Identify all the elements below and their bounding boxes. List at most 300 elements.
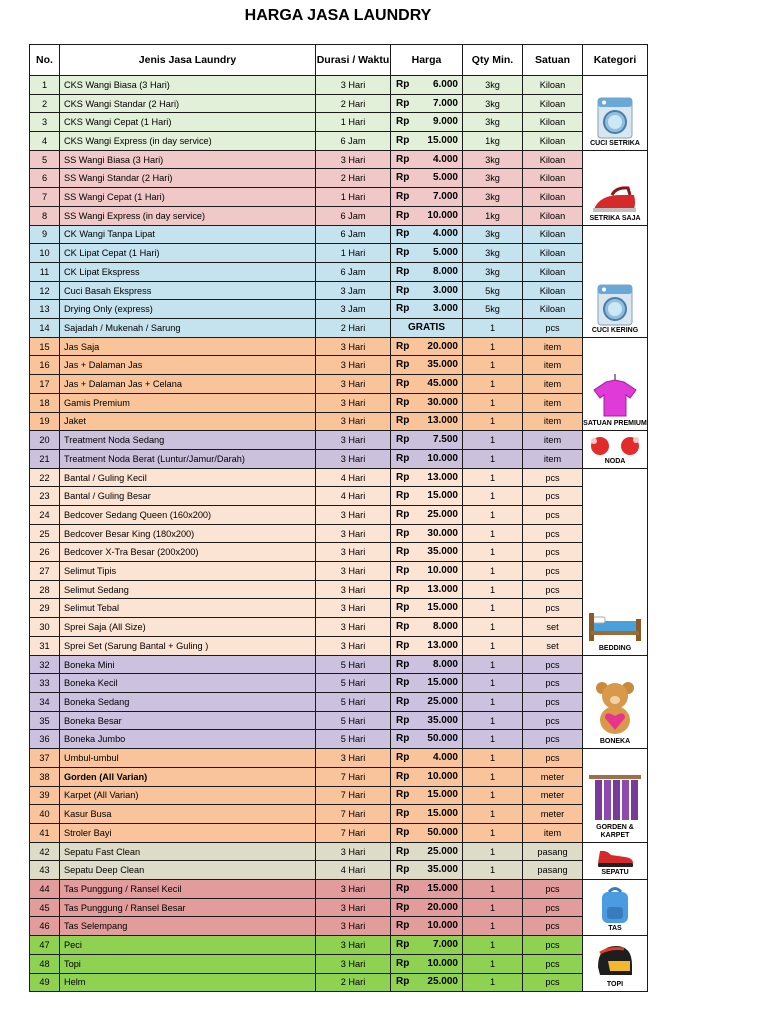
row-satuan: Kiloan: [523, 300, 583, 319]
row-satuan: pcs: [523, 562, 583, 581]
currency-label: Rp: [396, 714, 410, 726]
row-jenis: Selimut Sedang: [60, 580, 316, 599]
price-value: 50.000: [427, 826, 458, 838]
price-table: [29, 44, 648, 992]
row-durasi: 4 Hari: [316, 487, 391, 506]
row-qty: 1kg: [463, 206, 523, 225]
table-row: [30, 880, 648, 899]
row-harga: [391, 618, 463, 637]
table-row: [30, 468, 648, 487]
row-qty: 1: [463, 487, 523, 506]
row-durasi: 3 Hari: [316, 562, 391, 581]
row-jenis: CKS Wangi Biasa (3 Hari): [60, 76, 316, 95]
category-label: SETRIKA SAJA: [589, 214, 641, 222]
row-harga: [391, 94, 463, 113]
category-label: CUCI SETRIKA: [590, 139, 640, 147]
row-durasi: 3 Hari: [316, 880, 391, 899]
row-qty: 3kg: [463, 94, 523, 113]
row-durasi: 6 Jam: [316, 262, 391, 281]
price-value: 25.000: [427, 508, 458, 520]
price-value: 20.000: [427, 340, 458, 352]
row-harga: [391, 917, 463, 936]
row-satuan: Kiloan: [523, 76, 583, 95]
currency-label: Rp: [396, 396, 410, 408]
row-no: 29: [30, 599, 60, 618]
row-harga: [391, 113, 463, 132]
price-value: 25.000: [427, 976, 458, 988]
price-value: 5.000: [432, 247, 458, 259]
row-harga: [391, 767, 463, 786]
table-row: [30, 262, 648, 281]
price-value: 6.000: [432, 78, 458, 90]
table-row: [30, 281, 648, 300]
row-no: 15: [30, 337, 60, 356]
table-row: [30, 749, 648, 768]
row-jenis: Boneka Besar: [60, 711, 316, 730]
row-harga: [391, 898, 463, 917]
currency-label: Rp: [396, 752, 410, 764]
row-satuan: item: [523, 356, 583, 375]
row-no: 8: [30, 206, 60, 225]
row-no: 22: [30, 468, 60, 487]
row-no: 16: [30, 356, 60, 375]
price-value: 15.000: [427, 134, 458, 146]
row-no: 28: [30, 580, 60, 599]
table-row: [30, 244, 648, 263]
category-label: CUCI KERING: [591, 326, 639, 334]
helmet-icon: [594, 943, 636, 981]
table-row: [30, 524, 648, 543]
row-qty: 1: [463, 954, 523, 973]
washing-machine-icon: [595, 283, 635, 327]
row-qty: 1: [463, 449, 523, 468]
row-satuan: Kiloan: [523, 206, 583, 225]
curtain-icon: [587, 772, 643, 824]
category-cell: [583, 76, 648, 151]
table-row: [30, 693, 648, 712]
row-jenis: CK Lipat Cepat (1 Hari): [60, 244, 316, 263]
price-value: 45.000: [427, 378, 458, 389]
row-satuan: item: [523, 449, 583, 468]
category-cell: [583, 337, 648, 431]
row-qty: 3kg: [463, 150, 523, 169]
row-satuan: Kiloan: [523, 169, 583, 188]
category-label: SEPATU: [601, 869, 629, 877]
row-durasi: 3 Hari: [316, 954, 391, 973]
table-row: [30, 562, 648, 581]
row-satuan: Kiloan: [523, 225, 583, 244]
row-harga: [391, 487, 463, 506]
price-value: 30.000: [427, 396, 458, 408]
row-durasi: 3 Hari: [316, 76, 391, 95]
row-harga: [391, 300, 463, 319]
row-satuan: item: [523, 393, 583, 412]
currency-label: Rp: [396, 490, 410, 502]
row-qty: 3kg: [463, 225, 523, 244]
currency-label: Rp: [396, 939, 410, 950]
row-qty: 1: [463, 823, 523, 842]
row-no: 13: [30, 300, 60, 319]
table-row: [30, 487, 648, 506]
currency-label: Rp: [396, 677, 410, 689]
currency-label: Rp: [396, 434, 410, 446]
row-qty: 1: [463, 319, 523, 338]
row-qty: 1: [463, 861, 523, 880]
row-harga: [391, 842, 463, 861]
row-qty: 1: [463, 786, 523, 805]
table-row: [30, 94, 648, 113]
row-satuan: meter: [523, 805, 583, 824]
row-jenis: CK Lipat Ekspress: [60, 262, 316, 281]
table-row: [30, 805, 648, 824]
price-value: 4.000: [432, 153, 458, 165]
category-label: SATUAN PREMIUM: [583, 420, 647, 428]
row-jenis: Tas Punggung / Ransel Besar: [60, 898, 316, 917]
row-jenis: Boneka Jumbo: [60, 730, 316, 749]
row-no: 43: [30, 861, 60, 880]
header-durasi: Durasi / Waktu: [316, 45, 391, 76]
currency-label: Rp: [396, 153, 410, 165]
row-jenis: Sprei Set (Sarung Bantal + Guling ): [60, 636, 316, 655]
row-no: 20: [30, 431, 60, 450]
row-satuan: pcs: [523, 749, 583, 768]
price-value: 10.000: [427, 209, 458, 221]
row-no: 30: [30, 618, 60, 637]
row-satuan: item: [523, 431, 583, 450]
row-no: 21: [30, 449, 60, 468]
table-row: [30, 132, 648, 151]
table-row: [30, 169, 648, 188]
currency-label: Rp: [396, 583, 410, 595]
row-satuan: pcs: [523, 693, 583, 712]
row-qty: 1: [463, 917, 523, 936]
row-no: 10: [30, 244, 60, 263]
price-value: 10.000: [427, 920, 458, 932]
row-durasi: 6 Jam: [316, 132, 391, 151]
row-qty: 1: [463, 393, 523, 412]
row-no: 25: [30, 524, 60, 543]
table-row: [30, 898, 648, 917]
row-harga: [391, 636, 463, 655]
table-row: [30, 393, 648, 412]
row-harga: [391, 375, 463, 394]
row-harga: [391, 674, 463, 693]
row-harga: [391, 693, 463, 712]
row-satuan: Kiloan: [523, 132, 583, 151]
row-durasi: 3 Hari: [316, 936, 391, 955]
header-qty: Qty Min.: [463, 45, 523, 76]
row-qty: 1: [463, 693, 523, 712]
currency-label: Rp: [396, 116, 410, 128]
row-qty: 1: [463, 468, 523, 487]
row-harga: [391, 337, 463, 356]
row-harga: [391, 730, 463, 749]
row-harga: [391, 449, 463, 468]
row-harga: [391, 262, 463, 281]
row-harga: [391, 655, 463, 674]
currency-label: Rp: [396, 340, 410, 352]
table-row: [30, 618, 648, 637]
table-row: [30, 449, 648, 468]
row-harga: [391, 562, 463, 581]
row-qty: 1: [463, 730, 523, 749]
row-qty: 1: [463, 506, 523, 525]
row-no: 24: [30, 506, 60, 525]
currency-label: Rp: [396, 378, 410, 389]
row-jenis: CKS Wangi Cepat (1 Hari): [60, 113, 316, 132]
table-row: [30, 319, 648, 338]
row-harga: [391, 973, 463, 992]
row-harga: [391, 188, 463, 207]
currency-label: Rp: [396, 508, 410, 520]
row-satuan: item: [523, 412, 583, 431]
price-value: 7.000: [432, 97, 458, 109]
table-row: [30, 636, 648, 655]
row-harga: [391, 711, 463, 730]
category-cell: [583, 225, 648, 337]
row-harga: [391, 580, 463, 599]
row-harga: [391, 150, 463, 169]
row-durasi: 3 Hari: [316, 543, 391, 562]
price-value: 13.000: [427, 639, 458, 651]
row-no: 1: [30, 76, 60, 95]
row-jenis: Gorden (All Varian): [60, 767, 316, 786]
row-durasi: 3 Hari: [316, 524, 391, 543]
row-harga: [391, 132, 463, 151]
row-jenis: SS Wangi Express (in day service): [60, 206, 316, 225]
row-harga: [391, 749, 463, 768]
table-row: [30, 936, 648, 955]
category-cell: [583, 880, 648, 936]
row-qty: 1: [463, 636, 523, 655]
row-satuan: pasang: [523, 861, 583, 880]
row-satuan: pcs: [523, 580, 583, 599]
row-jenis: CKS Wangi Express (in day service): [60, 132, 316, 151]
row-no: 19: [30, 412, 60, 431]
header-kategori: Kategori: [583, 45, 648, 76]
row-qty: 1: [463, 880, 523, 899]
row-harga: [391, 880, 463, 899]
header-harga: Harga: [391, 45, 463, 76]
row-jenis: CK Wangi Tanpa Lipat: [60, 225, 316, 244]
price-value: 5.000: [432, 172, 458, 184]
currency-label: Rp: [396, 265, 410, 277]
row-satuan: pcs: [523, 936, 583, 955]
row-jenis: Bantal / Guling Besar: [60, 487, 316, 506]
row-jenis: Tas Punggung / Ransel Kecil: [60, 880, 316, 899]
row-jenis: Selimut Tipis: [60, 562, 316, 581]
price-value: 15.000: [427, 789, 458, 801]
table-row: [30, 599, 648, 618]
row-satuan: item: [523, 375, 583, 394]
row-durasi: 1 Hari: [316, 188, 391, 207]
price-value: 20.000: [427, 901, 458, 913]
price-value: 35.000: [427, 359, 458, 371]
row-harga: [391, 412, 463, 431]
currency-label: Rp: [396, 172, 410, 184]
row-satuan: pcs: [523, 973, 583, 992]
price-value: 35.000: [427, 714, 458, 726]
row-harga: [391, 861, 463, 880]
category-label: TOPI: [606, 981, 624, 989]
table-row: [30, 225, 648, 244]
category-cell: [583, 431, 648, 468]
row-satuan: item: [523, 337, 583, 356]
row-satuan: Kiloan: [523, 262, 583, 281]
row-durasi: 1 Hari: [316, 244, 391, 263]
row-no: 37: [30, 749, 60, 768]
row-durasi: 5 Hari: [316, 693, 391, 712]
table-row: [30, 786, 648, 805]
row-durasi: 3 Jam: [316, 281, 391, 300]
row-satuan: pcs: [523, 506, 583, 525]
price-value: 8.000: [432, 658, 458, 670]
price-value: 30.000: [427, 527, 458, 539]
price-value: 10.000: [427, 770, 458, 782]
row-no: 45: [30, 898, 60, 917]
row-satuan: meter: [523, 786, 583, 805]
row-durasi: 3 Jam: [316, 300, 391, 319]
row-harga: [391, 805, 463, 824]
currency-label: Rp: [396, 808, 410, 820]
row-no: 5: [30, 150, 60, 169]
washing-machine-icon: [595, 96, 635, 140]
row-durasi: 2 Hari: [316, 169, 391, 188]
row-jenis: Bedcover Besar King (180x200): [60, 524, 316, 543]
row-durasi: 4 Hari: [316, 468, 391, 487]
row-durasi: 3 Hari: [316, 506, 391, 525]
shirt-icon: [592, 372, 638, 420]
row-no: 48: [30, 954, 60, 973]
row-satuan: pcs: [523, 487, 583, 506]
teddy-bear-icon: [590, 678, 640, 738]
row-jenis: Helm: [60, 973, 316, 992]
row-jenis: Jas Saja: [60, 337, 316, 356]
row-no: 23: [30, 487, 60, 506]
row-durasi: 3 Hari: [316, 449, 391, 468]
currency-label: Rp: [396, 845, 410, 857]
row-jenis: Sepatu Fast Clean: [60, 842, 316, 861]
row-satuan: pcs: [523, 674, 583, 693]
row-durasi: 5 Hari: [316, 655, 391, 674]
row-durasi: 5 Hari: [316, 674, 391, 693]
row-durasi: 3 Hari: [316, 636, 391, 655]
currency-label: Rp: [396, 134, 410, 146]
category-cell: [583, 936, 648, 992]
row-qty: 1: [463, 767, 523, 786]
row-jenis: Bedcover X-Tra Besar (200x200): [60, 543, 316, 562]
category-cell: [583, 655, 648, 749]
price-value: 13.000: [427, 471, 458, 483]
table-row: [30, 655, 648, 674]
currency-label: Rp: [396, 228, 410, 240]
row-harga: [391, 543, 463, 562]
category-cell: [583, 150, 648, 225]
category-label: BEDDING: [598, 644, 632, 652]
row-harga: [391, 319, 463, 338]
row-harga: [391, 169, 463, 188]
row-satuan: Kiloan: [523, 244, 583, 263]
currency-label: Rp: [396, 864, 410, 876]
row-no: 32: [30, 655, 60, 674]
row-durasi: 3 Hari: [316, 393, 391, 412]
currency-label: Rp: [396, 920, 410, 932]
currency-label: Rp: [396, 901, 410, 913]
row-satuan: pcs: [523, 917, 583, 936]
currency-label: Rp: [396, 191, 410, 203]
row-no: 3: [30, 113, 60, 132]
row-satuan: pcs: [523, 898, 583, 917]
price-value: 35.000: [427, 864, 458, 876]
row-qty: 1: [463, 618, 523, 637]
table-row: [30, 337, 648, 356]
row-jenis: Stroler Bayi: [60, 823, 316, 842]
currency-label: Rp: [396, 546, 410, 558]
row-durasi: 7 Hari: [316, 805, 391, 824]
category-label: BONEKA: [599, 738, 631, 746]
row-qty: 3kg: [463, 76, 523, 95]
row-qty: 3kg: [463, 262, 523, 281]
table-row: [30, 431, 648, 450]
table-row: [30, 711, 648, 730]
row-harga: [391, 599, 463, 618]
table-row: [30, 113, 648, 132]
price-value: 4.000: [432, 228, 458, 240]
row-harga: [391, 506, 463, 525]
row-durasi: 2 Hari: [316, 973, 391, 992]
shoe-icon: [595, 845, 635, 869]
row-durasi: 3 Hari: [316, 898, 391, 917]
currency-label: Rp: [396, 452, 410, 464]
row-no: 12: [30, 281, 60, 300]
row-qty: 5kg: [463, 281, 523, 300]
price-value: 7.500: [432, 434, 458, 446]
backpack-icon: [598, 885, 632, 925]
row-jenis: Boneka Mini: [60, 655, 316, 674]
currency-label: Rp: [396, 770, 410, 782]
row-no: 27: [30, 562, 60, 581]
row-durasi: 2 Hari: [316, 319, 391, 338]
price-value: 15.000: [427, 490, 458, 502]
table-row: [30, 917, 648, 936]
row-qty: 1kg: [463, 132, 523, 151]
page-title: HARGA JASA LAUNDRY: [244, 7, 432, 24]
row-durasi: 3 Hari: [316, 375, 391, 394]
row-no: 17: [30, 375, 60, 394]
row-satuan: pcs: [523, 468, 583, 487]
row-satuan: Kiloan: [523, 281, 583, 300]
row-qty: 1: [463, 973, 523, 992]
row-no: 26: [30, 543, 60, 562]
row-no: 33: [30, 674, 60, 693]
table-header-row: [30, 45, 648, 76]
price-value: 25.000: [427, 845, 458, 857]
row-qty: 3kg: [463, 113, 523, 132]
row-jenis: Jas + Dalaman Jas + Celana: [60, 375, 316, 394]
row-jenis: Gamis Premium: [60, 393, 316, 412]
currency-label: Rp: [396, 97, 410, 109]
price-value: 10.000: [427, 452, 458, 464]
currency-label: Rp: [396, 247, 410, 259]
currency-label: Rp: [396, 882, 410, 894]
row-no: 11: [30, 262, 60, 281]
row-harga: [391, 468, 463, 487]
currency-label: Rp: [396, 602, 410, 614]
price-value: 8.000: [432, 265, 458, 277]
row-harga: [391, 76, 463, 95]
header-no: No.: [30, 45, 60, 76]
row-durasi: 3 Hari: [316, 618, 391, 637]
